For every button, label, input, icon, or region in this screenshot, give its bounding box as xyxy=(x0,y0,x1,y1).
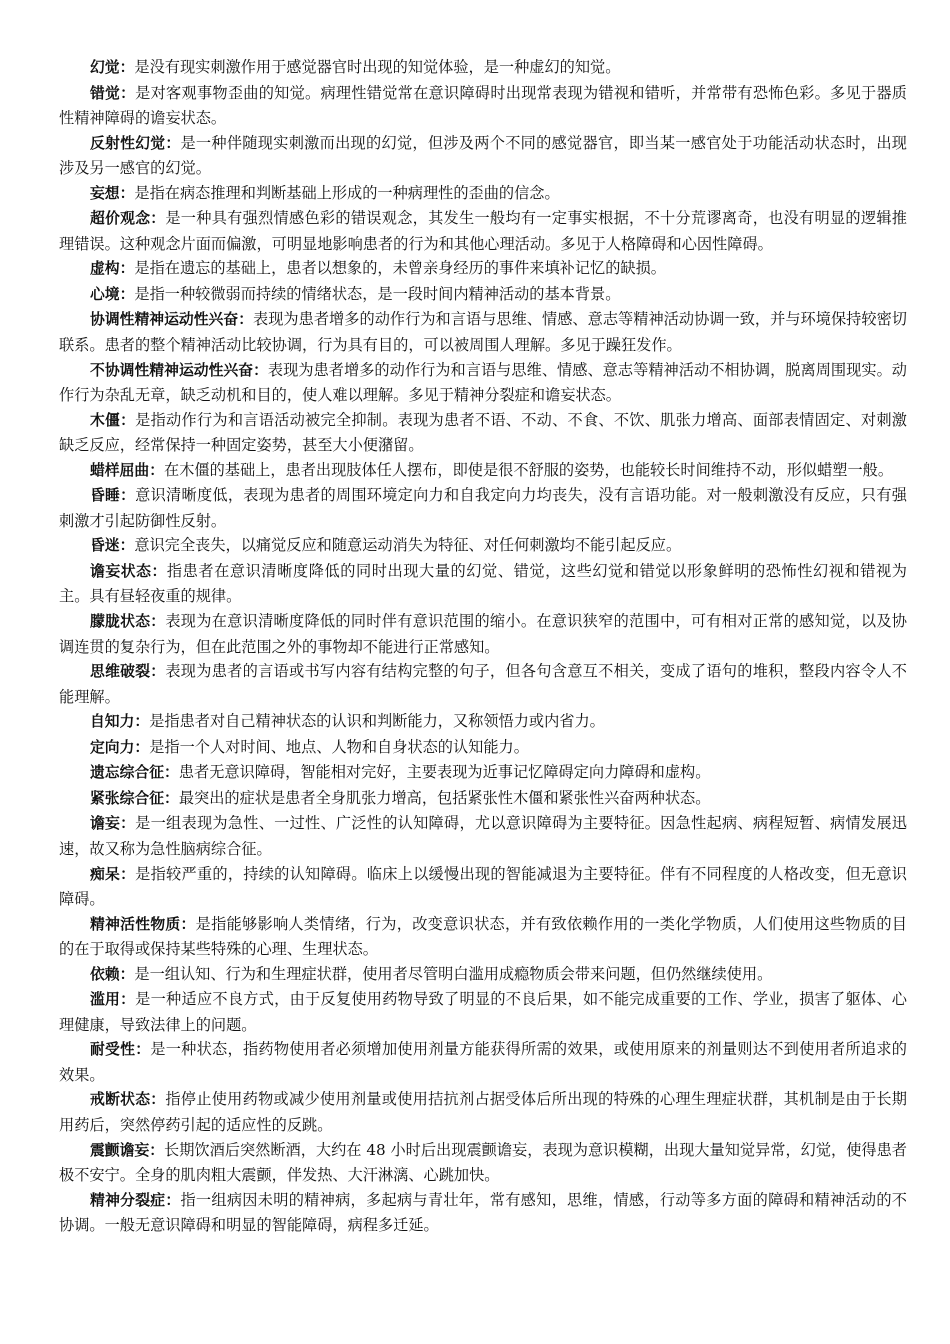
term-label: 滥用 xyxy=(90,991,121,1009)
term-label: 痴呆 xyxy=(90,865,121,883)
term-definition: 指一组病因未明的精神病，多起病与青壮年，常有感知，思维，情感，行动等多方面的障碍和精神活动的不协调。一般无意识障碍和明显的智能障碍，病程多迁延。 xyxy=(59,1190,907,1235)
term-label: 谵妄 xyxy=(90,815,121,833)
entry-psychoactive-substance: 精神活性物质：是指能够影响人类情绪，行为，改变意识状态，并有致依赖作用的一类化学物质，人们使用这些物质的目的在于取得或保持某些特殊的心理、生理状态。 xyxy=(59,914,907,959)
term-definition: 是一种状态，指药物使用者必须增加使用剂量方能获得所需的效果，或使用原来的剂量则达不到使用者所追求的效果。 xyxy=(59,1040,907,1084)
term-definition: 表现为患者增多的动作行为和言语与思维、情感、意志等精神活动协调一致，并与环境保持较密切联系。患者的整个精神活动比较协调，行为具有目的，可以被周围人理解。多见于躁狂发作。 xyxy=(59,310,907,355)
entry-orientation: 定向力：是指一个人对时间、地点、人物和自身状态的认知能力。 xyxy=(90,737,529,756)
entry-twilight-state: 朦胧状态：表现为在意识清晰度降低的同时伴有意识范围的缩小。在意识狭窄的范围中，可有相对正常的感知觉，以及协调连贯的复杂行为，但在此范围之外的事物却不能进行正常感知。 xyxy=(59,612,907,656)
term-definition: 在木僵的基础上，患者出现肢体任人摆布，即使是很不舒服的姿势，也能较长时间维持不动，形似蜡塑一般。 xyxy=(164,460,894,479)
entry-insight: 自知力：是指患者对自己精神状态的认识和判断能力，又称领悟力或内省力。 xyxy=(90,712,605,731)
term-label: 紧张综合征 xyxy=(90,789,164,807)
term-definition: 最突出的症状是患者全身肌张力增高，包括紧张性木僵和紧张性兴奋两种状态。 xyxy=(178,788,711,807)
term-label: 虚构 xyxy=(90,260,120,278)
term-label: 反射性幻觉 xyxy=(90,134,166,152)
entry-hallucination: 幻觉：是没有现实刺激作用于感觉器官时出现的知觉体验，是一种虚幻的知觉。 xyxy=(90,58,621,76)
term-label: 错觉 xyxy=(90,84,121,102)
entry-coordinated-excitement: 协调性精神运动性兴奋：表现为患者增多的动作行为和言语与思维、情感、意志等精神活动协调一致，并与环境保持较密切联系。患者的整个精神活动比较协调，行为具有目的，可以被周围人理解。多见于躁狂发作。 xyxy=(59,310,907,355)
term-definition: 是指一种较微弱而持续的情绪状态，是一段时间内精神活动的基本背景。 xyxy=(134,284,621,303)
entry-catatonic-syndrome: 紧张综合征：最突出的症状是患者全身肌张力增高，包括紧张性木僵和紧张性兴奋两种状态。 xyxy=(90,788,711,807)
entry-delirium-state: 谵妄状态：指患者在意识清晰度降低的同时出现大量的幻觉、错觉，这些幻觉和错觉以形象鲜明的恐怖性幻视和错视为主。具有昼轻夜重的规律。 xyxy=(59,561,907,606)
term-label: 幻觉 xyxy=(90,59,120,76)
term-definition: 表现为患者增多的动作行为和言语与思维、情感、意志等精神活动不相协调，脱离周围现实。动作行为杂乱无章，缺乏动机和目的，使人难以理解。多见于精神分裂症和谵妄状态。 xyxy=(59,360,907,405)
term-label: 昏迷 xyxy=(90,537,120,555)
term-definition: 是一种适应不良方式，由于反复使用药物导致了明显的不良后果，如不能完成重要的工作、学业，损害了躯体、心理健康，导致法律上的问题。 xyxy=(59,990,907,1034)
term-label: 耐受性 xyxy=(90,1041,136,1059)
entry-delusion: 妄想：是指在病态推理和判断基础上形成的一种病理性的歪曲的信念。 xyxy=(90,183,560,202)
term-definition: 指停止使用药物或减少使用剂量或使用拮抗剂占据受体后所出现的特殊的心理生理症状群，其机制是由于长期用药后，突然停药引起的适应性的反跳。 xyxy=(59,1090,907,1134)
term-label: 精神分裂症 xyxy=(90,1191,166,1209)
term-definition: 是指患者对自己精神状态的认识和判断能力，又称领悟力或内省力。 xyxy=(149,712,605,731)
term-label: 木僵 xyxy=(90,411,121,429)
term-definition: 指患者在意识清晰度降低的同时出现大量的幻觉、错觉，这些幻觉和错觉以形象鲜明的恐怖性幻视和错视为主。具有昼轻夜重的规律。 xyxy=(59,561,907,606)
entry-schizophrenia: 精神分裂症：指一组病因未明的精神病，多起病与青壮年，常有感知，思维，情感，行动等多方面的障碍和精神活动的不协调。一般无意识障碍和明显的智能障碍，病程多迁延。 xyxy=(59,1190,907,1235)
entry-withdrawal-state: 戒断状态：指停止使用药物或减少使用剂量或使用拮抗剂占据受体后所出现的特殊的心理生理症状群，其机制是由于长期用药后，突然停药引起的适应性的反跳。 xyxy=(59,1090,907,1134)
entry-dependence: 依赖：是一组认知、行为和生理症状群，使用者尽管明白滥用成瘾物质会带来问题，但仍然继续使用。 xyxy=(90,964,773,983)
entry-tolerance: 耐受性：是一种状态，指药物使用者必须增加使用剂量方能获得所需的效果，或使用原来的剂量则达不到使用者所追求的效果。 xyxy=(59,1040,907,1084)
entry-delirium: 谵妄：是一组表现为急性、一过性、广泛性的认知障碍，尤以意识障碍为主要特征。因急性起病、病程短暂、病情发展迅速，故又称为急性脑病综合征。 xyxy=(59,814,907,858)
term-definition: 是指在遗忘的基础上，患者以想象的，未曾亲身经历的事件来填补记忆的缺损。 xyxy=(134,259,666,278)
term-definition: 是一种具有强烈情感色彩的错误观念，其发生一般均有一定事实根据，不十分荒谬离奇，也没有明显的逻辑推理错误。这种观念片面而偏激，可明显地影响患者的行为和其他心理活动。多见于人格障碍和心因性障碍。 xyxy=(59,209,907,253)
entry-delirium-tremens: 震颤谵妄：长期饮酒后突然断酒，大约在 48 小时后出现震颤谵妄，表现为意识模糊，出现大量知觉异常，幻觉，使得患者极不安宁。全身的肌肉粗大震颤，伴发热、大汗淋漓、心跳加快。 xyxy=(59,1140,907,1185)
entry-stupor: 木僵：是指动作行为和言语活动被完全抑制。表现为患者不语、不动、不食、不饮、肌张力增高、面部表情固定、对刺激缺乏反应，经常保持一种固定姿势，甚至大小便潴留。 xyxy=(59,410,907,455)
term-label: 定向力 xyxy=(90,738,135,756)
term-definition: 是指能够影响人类情绪，行为，改变意识状态，并有致依赖作用的一类化学物质，人们使用这些物质的目的在于取得或保持某些特殊的心理、生理状态。 xyxy=(59,914,907,959)
entry-uncoordinated-excitement: 不协调性精神运动性兴奋：表现为患者增多的动作行为和言语与思维、情感、意志等精神活动不相协调，脱离周围现实。动作行为杂乱无章，缺乏动机和目的，使人难以理解。多见于精神分裂症和谵妄状态。 xyxy=(59,360,907,405)
term-label: 谵妄状态 xyxy=(90,562,152,580)
entry-coma: 昏迷：意识完全丧失，以痛觉反应和随意运动消失为特征、对任何刺激均不能引起反应。 xyxy=(90,536,682,555)
glossary-document xyxy=(59,55,907,1238)
entry-illusion: 错觉：是对客观事物歪曲的知觉。病理性错觉常在意识障碍时出现常表现为错视和错听，并常带有恐怖色彩。多见于器质性精神障碍的谵妄状态。 xyxy=(59,83,907,128)
term-label: 精神活性物质 xyxy=(90,915,181,933)
term-label: 协调性精神运动性兴奋 xyxy=(90,311,239,329)
term-definition: 是指在病态推理和判断基础上形成的一种病理性的歪曲的信念。 xyxy=(134,183,560,202)
entry-mood: 心境：是指一种较微弱而持续的情绪状态，是一段时间内精神活动的基本背景。 xyxy=(90,284,621,303)
term-definition: 是指动作行为和言语活动被完全抑制。表现为患者不语、不动、不食、不饮、肌张力增高、面部表情固定、对刺激缺乏反应，经常保持一种固定姿势，甚至大小便潴留。 xyxy=(59,410,907,455)
term-definition: 是一种伴随现实刺激而出现的幻觉，但涉及两个不同的感觉器官，即当某一感官处于功能活动状态时，出现涉及另一感官的幻觉。 xyxy=(59,133,907,178)
term-label: 蜡样屈曲 xyxy=(90,461,150,479)
entry-waxy-flexibility: 蜡样屈曲：在木僵的基础上，患者出现肢体任人摆布，即使是很不舒服的姿势，也能较长时间维持不动，形似蜡塑一般。 xyxy=(90,460,894,479)
term-label: 心境 xyxy=(90,285,120,303)
term-definition: 长期饮酒后突然断酒，大约在 48 小时后出现震颤谵妄，表现为意识模糊，出现大量知觉异常，幻觉，使得患者极不安宁。全身的肌肉粗大震颤，伴发热、大汗淋漓、心跳加快。 xyxy=(59,1140,907,1185)
term-label: 遗忘综合征 xyxy=(90,764,164,782)
entry-confabulation: 虚构：是指在遗忘的基础上，患者以想象的，未曾亲身经历的事件来填补记忆的缺损。 xyxy=(90,259,666,278)
entry-overvalued-idea: 超价观念：是一种具有强烈情感色彩的错误观念，其发生一般均有一定事实根据，不十分荒谬离奇，也没有明显的逻辑推理错误。这种观念片面而偏激，可明显地影响患者的行为和其他心理活动。多见于人格障碍和心因性障碍。 xyxy=(59,209,907,253)
term-label: 妄想 xyxy=(90,184,120,202)
term-definition: 是一组表现为急性、一过性、广泛性的认知障碍，尤以意识障碍为主要特征。因急性起病、病程短暂、病情发展迅速，故又称为急性脑病综合征。 xyxy=(59,814,907,858)
term-definition: 意识完全丧失，以痛觉反应和随意运动消失为特征、对任何刺激均不能引起反应。 xyxy=(134,536,682,555)
entry-amnestic-syndrome: 遗忘综合征：患者无意识障碍，智能相对完好，主要表现为近事记忆障碍定向力障碍和虚构。 xyxy=(90,763,711,782)
entry-dementia: 痴呆：是指较严重的，持续的认知障碍。临床上以缓慢出现的智能减退为主要特征。伴有不同程度的人格改变，但无意识障碍。 xyxy=(59,864,907,909)
term-label: 超价观念 xyxy=(90,210,151,228)
term-label: 震颤谵妄 xyxy=(90,1141,150,1159)
term-definition: 是指较严重的，持续的认知障碍。临床上以缓慢出现的智能减退为主要特征。伴有不同程度的人格改变，但无意识障碍。 xyxy=(59,864,907,909)
term-label: 自知力 xyxy=(90,713,135,731)
entry-thought-fragmentation: 思维破裂：表现为患者的言语或书写内容有结构完整的句子，但各句含意互不相关，变成了语句的堆积，整段内容令人不能理解。 xyxy=(59,662,907,706)
term-definition: 是对客观事物歪曲的知觉。病理性错觉常在意识障碍时出现常表现为错视和错听，并常带有恐怖色彩。多见于器质性精神障碍的谵妄状态。 xyxy=(59,83,907,128)
entry-sopor: 昏睡：意识清晰度低，表现为患者的周围环境定向力和自我定向力均丧失，没有言语功能。对一般刺激没有反应，只有强刺激才引起防御性反射。 xyxy=(59,486,907,530)
term-definition: 是指一个人对时间、地点、人物和自身状态的认知能力。 xyxy=(149,737,529,756)
entry-abuse: 滥用：是一种适应不良方式，由于反复使用药物导致了明显的不良后果，如不能完成重要的工作、学业，损害了躯体、心理健康，导致法律上的问题。 xyxy=(59,990,907,1034)
term-label: 依赖 xyxy=(90,965,120,983)
term-definition: 表现为在意识清晰度降低的同时伴有意识范围的缩小。在意识狭窄的范围中，可有相对正常的感知觉，以及协调连贯的复杂行为，但在此范围之外的事物却不能进行正常感知。 xyxy=(59,612,907,656)
term-definition: 意识清晰度低，表现为患者的周围环境定向力和自我定向力均丧失，没有言语功能。对一般刺激没有反应，只有强刺激才引起防御性反射。 xyxy=(59,486,907,530)
term-definition: 表现为患者的言语或书写内容有结构完整的句子，但各句含意互不相关，变成了语句的堆积，整段内容令人不能理解。 xyxy=(59,662,907,706)
term-label: 戒断状态 xyxy=(90,1091,151,1109)
entry-reflex-hallucination: 反射性幻觉：是一种伴随现实刺激而出现的幻觉，但涉及两个不同的感觉器官，即当某一感官处于功能活动状态时，出现涉及另一感官的幻觉。 xyxy=(59,133,907,178)
term-label: 思维破裂 xyxy=(90,663,151,681)
term-definition: 是一组认知、行为和生理症状群，使用者尽管明白滥用成瘾物质会带来问题，但仍然继续使用。 xyxy=(134,964,773,983)
term-definition: 是没有现实刺激作用于感觉器官时出现的知觉体验，是一种虚幻的知觉。 xyxy=(134,58,621,76)
term-label: 朦胧状态 xyxy=(90,613,151,631)
term-label: 不协调性精神运动性兴奋 xyxy=(90,361,254,379)
term-label: 昏睡 xyxy=(90,487,121,505)
term-definition: 患者无意识障碍，智能相对完好，主要表现为近事记忆障碍定向力障碍和虚构。 xyxy=(178,763,711,782)
